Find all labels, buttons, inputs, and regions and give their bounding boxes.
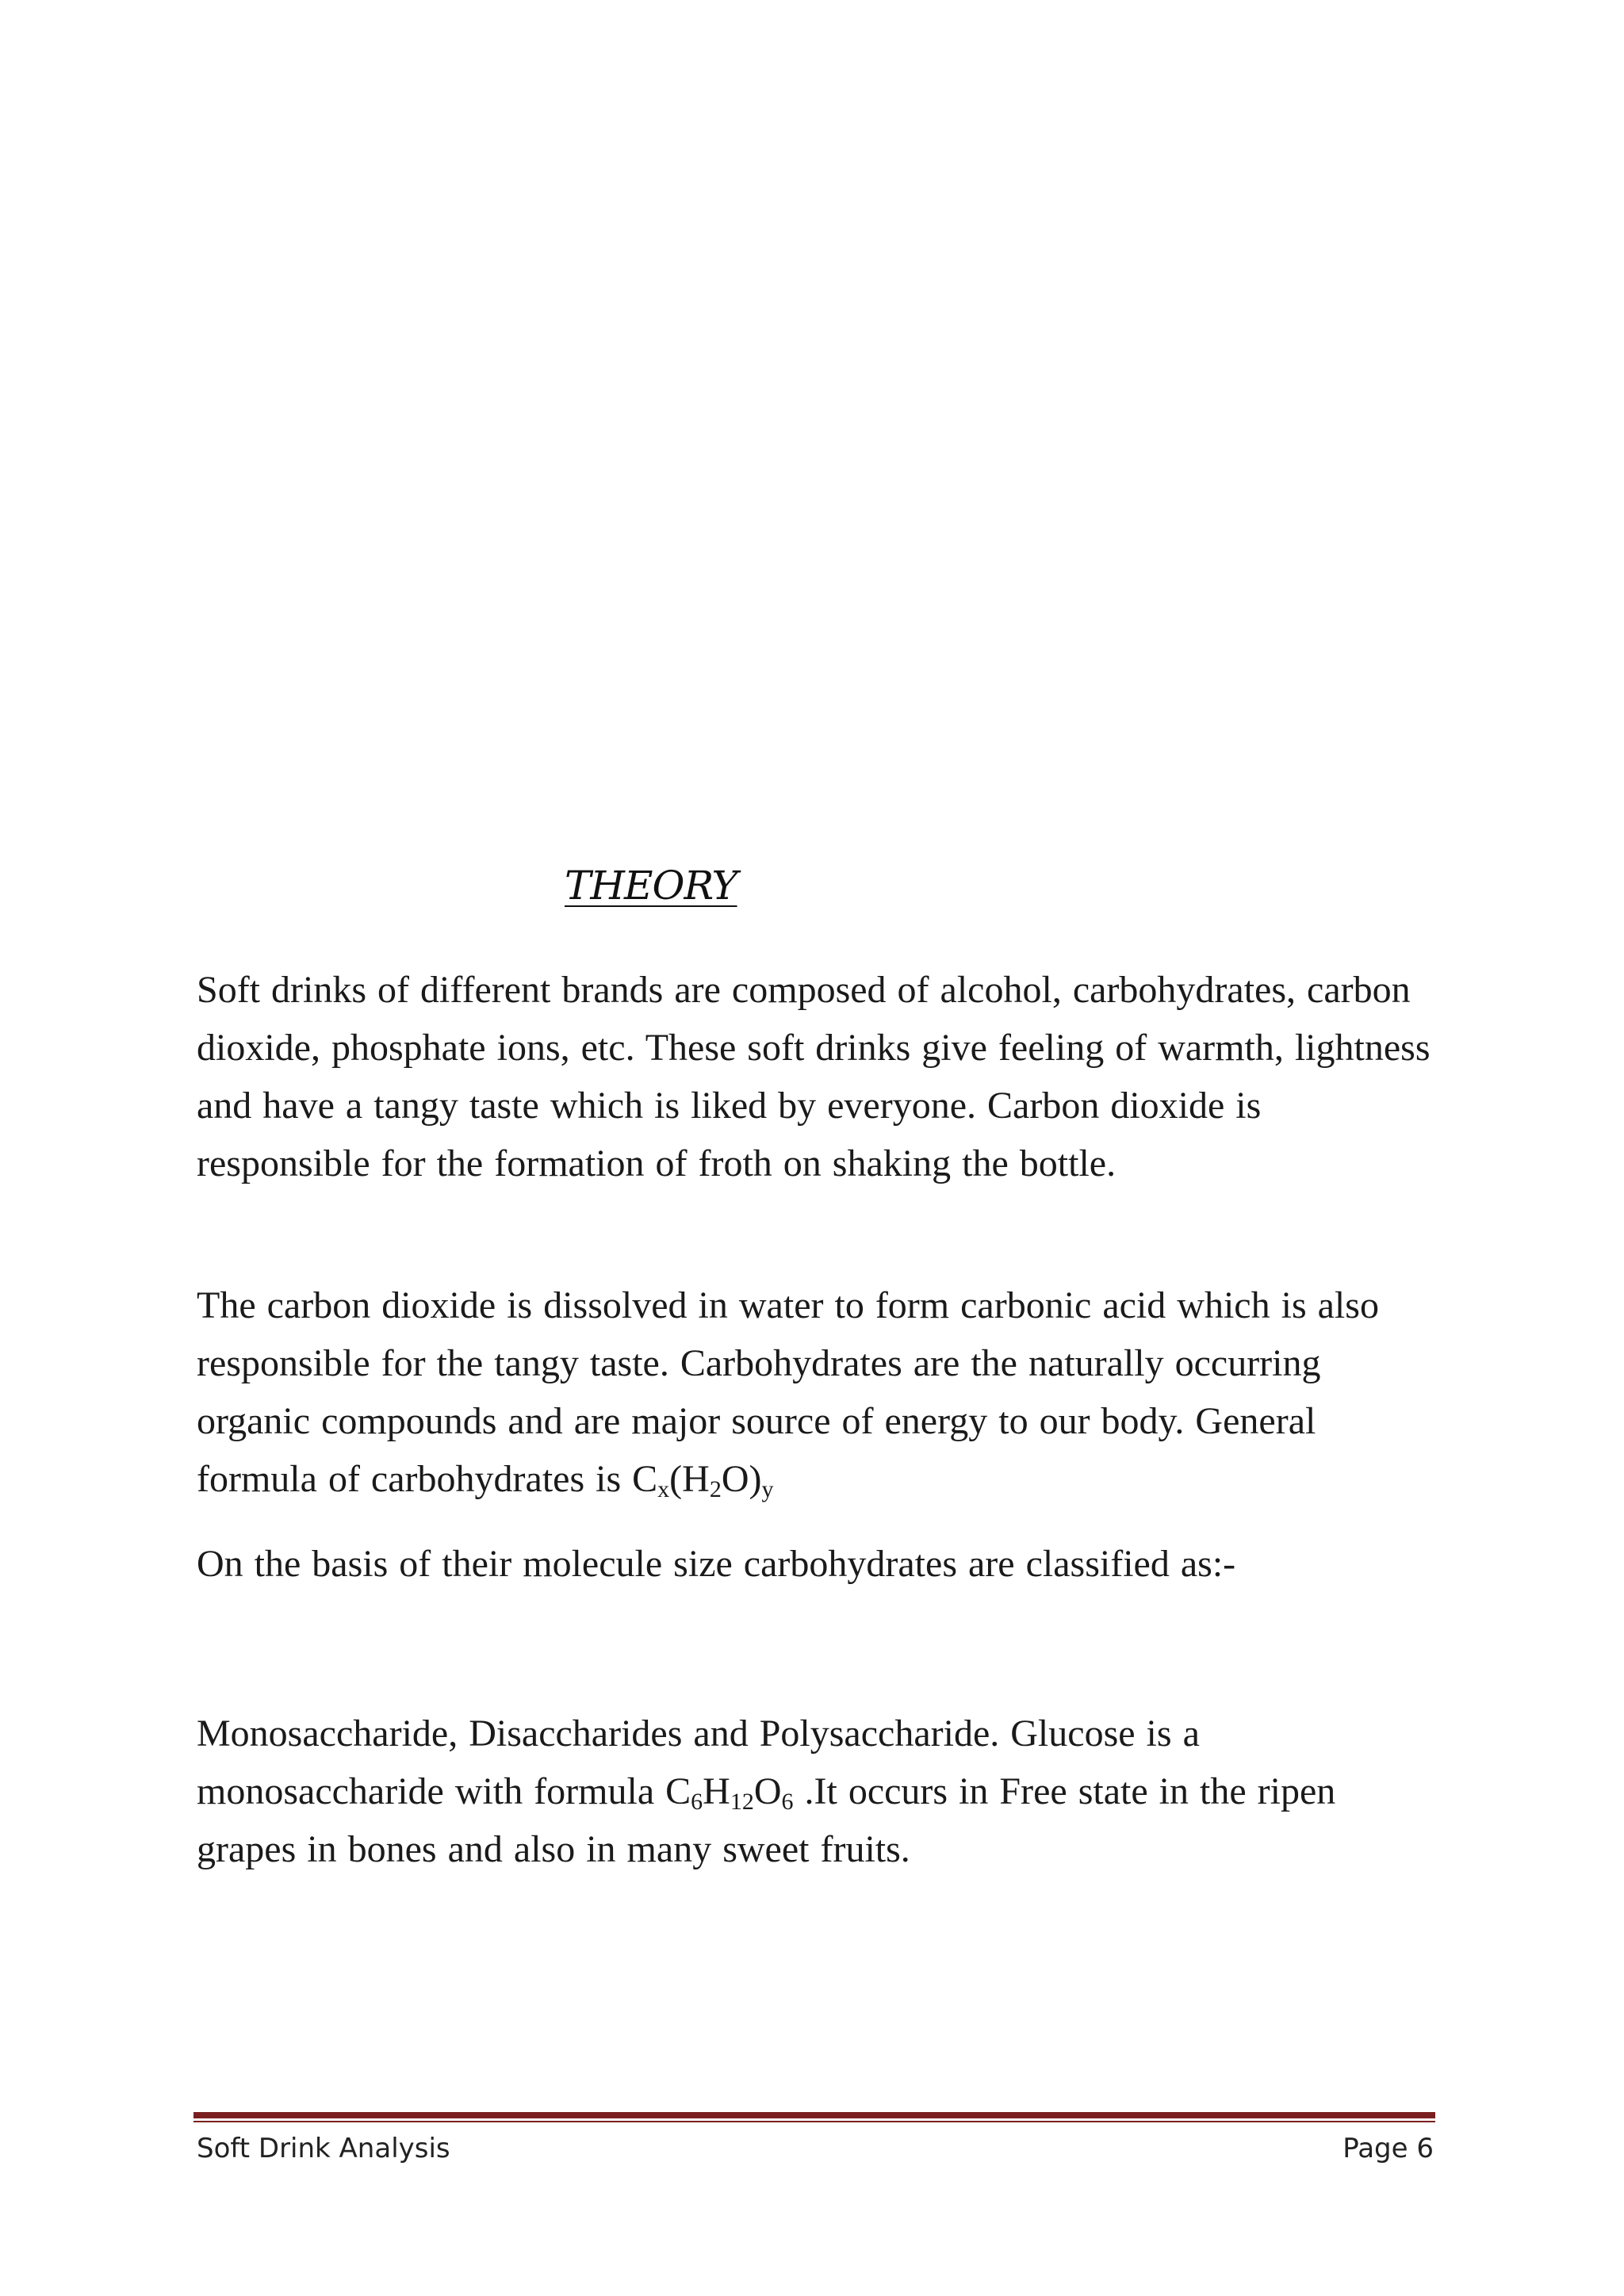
paragraph-carbon-dioxide [197, 1276, 1434, 1508]
footer-page-number: Page 6 [1342, 2133, 1434, 2164]
footer-rule-thick [193, 2112, 1435, 2118]
footer-rule-thin [193, 2121, 1435, 2122]
page-heading: THEORY [565, 863, 737, 909]
footer-document-title: Soft Drink Analysis [197, 2133, 450, 2164]
paragraph-glucose: Monosaccharide, Disaccharides and Polysaccharide. Glucose is a monosaccharide with formula $C_6H_{12}O_6$ .It occurs in Free state in the ripen grapes in bones and also in many sweet fruits. [197, 1712, 1336, 1870]
formula-glucose: $C_6H_{12}O_6$ [665, 1770, 794, 1815]
paragraph-intro: Soft drinks of different brands are composed of alcohol, carbohydrates, carbon dioxide, phosphate ions, etc. These soft drinks give feeling of warmth, lightness and have a tangy taste which is liked by everyone. Carbon dioxide is responsible for the formation of froth on shaking the bottle. [197, 969, 1431, 1184]
paragraph-classification: On the basis of their molecule size carbohydrates are classified as:- [197, 1543, 1236, 1585]
formula-carbohydrates: $C_x(H_2O)_y$ [632, 1458, 774, 1502]
paragraph-carbon-dioxide-text: The carbon dioxide is dissolved in water to form carbonic acid which is also responsible for the tangy taste. Carbohydrates are the naturally occurring organic compounds and are major source of energy to our body. General formula of carbohydrates is [197, 1284, 1379, 1500]
